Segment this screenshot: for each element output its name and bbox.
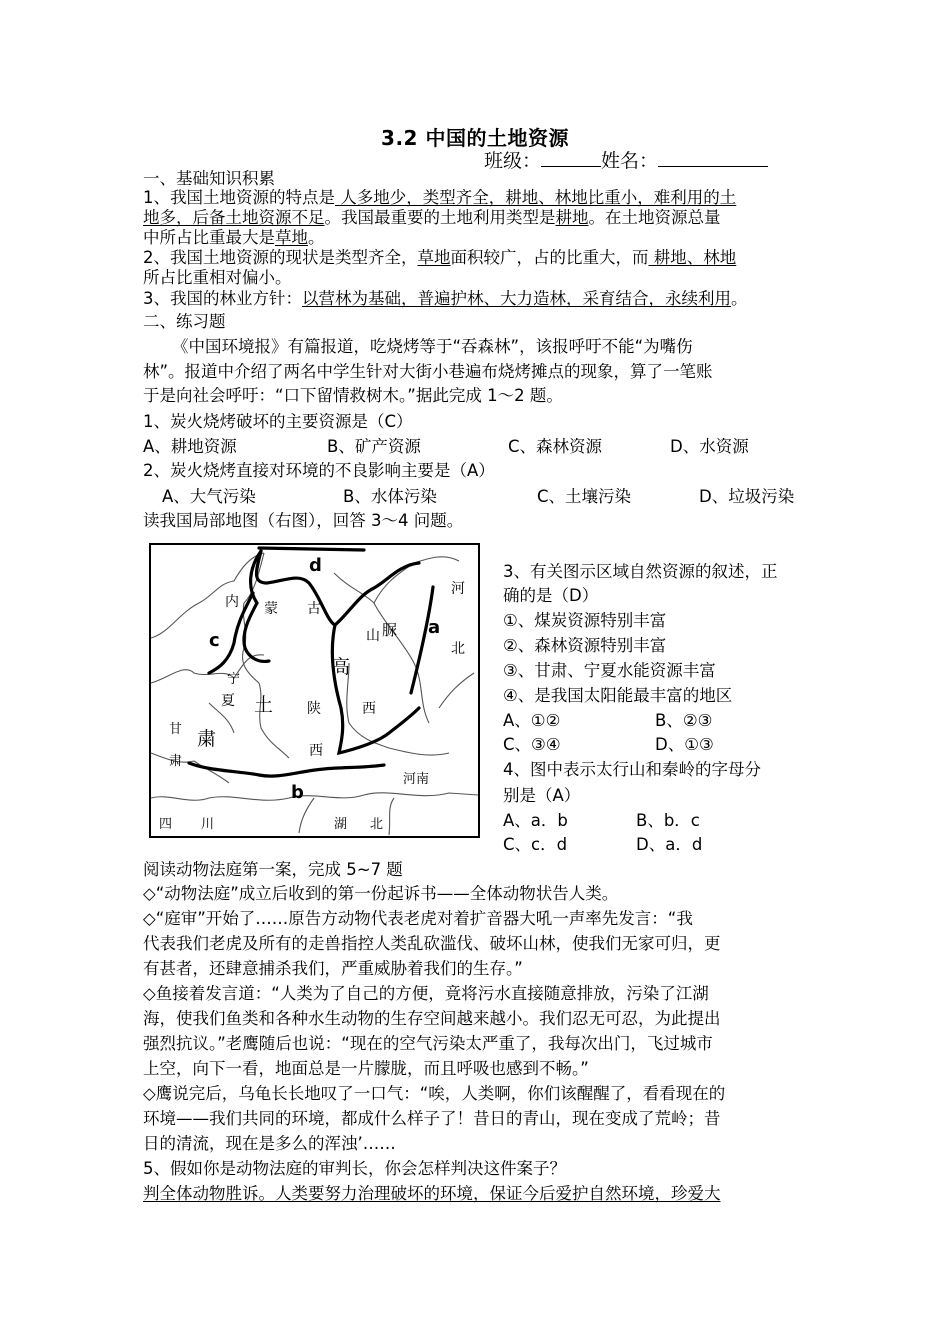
label-bei-south: 北 — [370, 817, 384, 832]
label-gao: 高 — [331, 656, 351, 678]
s1-q1-line2: 地多，后备土地资源不足。我国最重要的土地利用类型是耕地。在土地资源总量 — [143, 208, 721, 227]
s1-q2-line2: 所占比重相对偏小。 — [143, 268, 292, 287]
label-d: d — [309, 555, 322, 576]
case-line-8: 上空，向下一看，地面总是一片朦胧，而且呼吸也感到不畅。” — [143, 1059, 589, 1078]
label-hu: 湖 — [334, 817, 348, 832]
q3-item-1: ①、煤炭资源特别丰富 — [503, 611, 667, 630]
q4-line1: 4、图中表示太行山和秦岭的字母分 — [503, 760, 761, 779]
q3-item-4: ④、是我国太阳能最丰富的地区 — [503, 686, 733, 705]
section1-heading: 一、基础知识积累 — [143, 169, 275, 188]
q4-option-a: A、a．b — [503, 811, 568, 830]
q1-option-b: B、矿产资源 — [327, 437, 421, 456]
case-line-11: 日的清流，现在是多么的浑浊’…… — [143, 1134, 396, 1153]
label-xia: 夏 — [221, 693, 235, 709]
q2-option-b: B、水体污染 — [343, 487, 437, 506]
q2-option-d: D、垃圾污染 — [699, 487, 795, 506]
class-blank[interactable] — [541, 148, 601, 167]
q2-option-a: A、大气污染 — [162, 487, 256, 506]
s1-q3: 3、我国的林业方针：以营林为基础，普遍护林、大力造林，采育结合，永续利用。 — [143, 289, 748, 308]
q3-line2: 确的是（D） — [503, 586, 599, 605]
q2-stem: 2、炭火烧烤直接对环境的不良影响主要是（A） — [143, 461, 495, 480]
case-line-6: 海，使我们鱼类和各种水生动物的生存空间越来越小。我们忍无可忍，为此提出 — [143, 1009, 721, 1028]
label-gu: 古 — [307, 601, 321, 617]
q3-option-d: D、①③ — [655, 735, 714, 754]
case-line-4: 有甚者，还肆意捕杀我们，严重威胁着我们的生存。” — [143, 959, 523, 978]
q1-stem: 1、炭火烧烤破坏的主要资源是（C） — [143, 412, 413, 431]
label-a: a — [428, 617, 441, 638]
map-intro: 读我国局部地图（右图），回答 3～4 问题。 — [143, 511, 464, 530]
q3-option-c: C、③④ — [503, 735, 561, 754]
label-meng: 蒙 — [264, 601, 278, 617]
case-line-5: ◇鱼接着发言道：“人类为了自己的方便，竟将污水直接随意排放，污染了江湖 — [143, 984, 709, 1003]
label-tu: 土 — [254, 694, 274, 716]
label-ning: 宁 — [227, 672, 241, 687]
q3-item-2: ②、森林资源特别丰富 — [503, 636, 667, 655]
q1-option-d: D、水资源 — [670, 437, 749, 456]
q3-line1: 3、有关图示区域自然资源的叙述，正 — [503, 562, 778, 581]
case-line-9: ◇鹰说完后，乌龟长长地叹了一口气：“唉，人类啊，你们该醒醒了，看看现在的 — [143, 1084, 726, 1103]
q5-answer: 判全体动物胜诉。人类要努力治理破坏的环境，保证今后爱护自然环境，珍爱大 — [143, 1184, 721, 1203]
label-he-north: 河 — [451, 581, 465, 597]
case-line-3: 代表我们老虎及所有的走兽指控人类乱砍滥伐、破坏山林，使我们无家可归，更 — [143, 934, 721, 953]
class-name-line — [484, 146, 768, 173]
q3-option-a: A、①② — [503, 711, 561, 730]
q2-option-c: C、土壤污染 — [537, 487, 632, 506]
name-blank[interactable] — [658, 148, 768, 167]
label-shan2: 陕 — [307, 701, 321, 717]
label-si: 四 — [159, 817, 173, 832]
regional-map — [149, 543, 480, 838]
q4-option-b: B、b．c — [636, 811, 700, 830]
label-shanxi-bottom: 西 — [362, 701, 376, 717]
s1-q2-line1: 2、我国土地资源的现状是类型齐全，草地面积较广，占的比重大，而 耕地、林地 — [143, 248, 737, 267]
label-xi-top: 脲 — [382, 621, 398, 639]
label-gan: 甘 — [169, 722, 183, 737]
label-su: 肃 — [169, 754, 183, 769]
q4-line2: 别是（A） — [503, 786, 581, 805]
case-line-7: 强烈抗议。”老鹰随后也说：“现在的空气污染太严重了，我每次出门，飞过城市 — [143, 1034, 713, 1053]
label-xi2: 西 — [309, 743, 323, 759]
q4-option-c: C、c．d — [503, 835, 568, 854]
q5-stem: 5、假如你是动物法庭的审判长，你会怎样判决这件案子？ — [143, 1159, 566, 1178]
q3-option-b: B、②③ — [655, 711, 713, 730]
label-shan-top: 山 — [366, 628, 380, 644]
s1-q1-line3: 中所占比重最大是草地。 — [143, 228, 325, 247]
q3-item-3: ③、甘肃、宁夏水能资源丰富 — [503, 661, 716, 680]
passage-line-1: 《中国环境报》有篇报道，吃烧烤等于“吞森林”，该报呼吁不能“为嘴伤 — [172, 337, 693, 356]
case-line-10: 环境——我们共同的环境，都成什么样子了！昔日的青山，现在变成了荒岭；昔 — [143, 1109, 721, 1128]
case-intro: 阅读动物法庭第一案，完成 5~7 题 — [143, 860, 403, 879]
label-su2: 粛 — [197, 728, 217, 750]
s1-q1-line1: 1、我国土地资源的特点是 人多地少，类型齐全，耕地、林地比重小，难利用的土 — [143, 188, 737, 207]
label-nei: 内 — [225, 594, 239, 610]
label-henan: 河南 — [403, 772, 430, 787]
q4-option-d: D、a．d — [636, 835, 703, 854]
label-c: c — [209, 630, 220, 651]
label-bei-north: 北 — [451, 641, 465, 657]
case-line-2: ◇“庭审”开始了……原告方动物代表老虎对着扩音器大吼一声率先发言：“我 — [143, 909, 693, 928]
name-label: 姓名： — [601, 150, 659, 172]
q1-option-a: A、耕地资源 — [143, 437, 237, 456]
passage-line-2: 林”。报道中介绍了两名中学生针对大街小巷遍布烧烤摊点的现象，算了一笔账 — [143, 362, 713, 381]
label-b: b — [291, 782, 304, 803]
case-line-1: ◇“动物法庭”成立后收到的第一份起诉书——全体动物状告人类。 — [143, 884, 619, 903]
passage-line-3: 于是向社会呼吁：“口下留情救树木。”据此完成 1～2 题。 — [143, 386, 563, 405]
q1-option-c: C、森林资源 — [508, 437, 603, 456]
page-title: 3.2 中国的土地资源 — [381, 126, 569, 150]
section2-heading: 二、练习题 — [143, 312, 226, 331]
class-label: 班级： — [484, 150, 542, 172]
label-chuan: 川 — [201, 817, 215, 832]
